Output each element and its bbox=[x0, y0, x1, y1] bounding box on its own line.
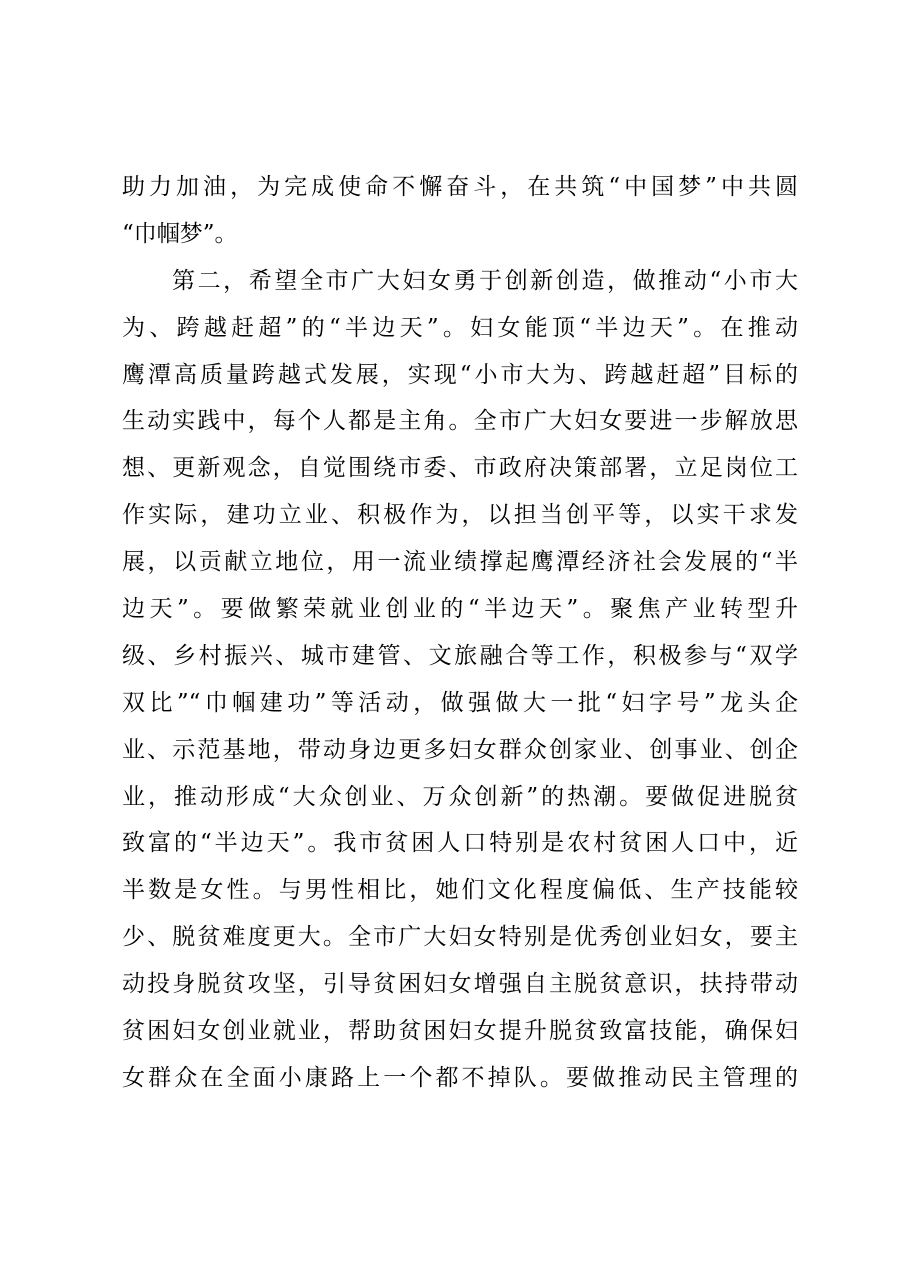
text-line: 半数是女性。与男性相比，她们文化程度偏低、生产技能较 bbox=[122, 877, 798, 904]
text-line: 双比”“巾帼建功”等活动，做强做大一批“妇字号”龙头企 bbox=[122, 689, 798, 716]
text-line: 助力加油，为完成使命不懈奋斗，在共筑“中国梦”中共圆 bbox=[122, 174, 798, 200]
text-line: 作实际，建功立业、积极作为，以担当创平等，以实干求发 bbox=[122, 502, 798, 529]
text-line: “巾帼梦”。 bbox=[122, 220, 238, 247]
text-line: 展，以贡献立地位，用一流业绩撑起鹰潭经济社会发展的“半 bbox=[122, 549, 798, 576]
text-line: 鹰潭高质量跨越式发展，实现“小市大为、跨越赶超”目标的 bbox=[122, 361, 798, 388]
text-line: 边天”。要做繁荣就业创业的“半边天”。聚焦产业转型升 bbox=[122, 596, 798, 623]
paragraph-first-line: 第二，希望全市广大妇女勇于创新创造，做推动“小市大 bbox=[172, 267, 798, 294]
text-line: 业，推动形成“大众创业、万众创新”的热潮。要做促进脱贫 bbox=[122, 783, 798, 810]
text-line: 为、跨越赶超”的“半边天”。妇女能顶“半边天”。在推动 bbox=[122, 314, 798, 341]
text-line: 女群众在全面小康路上一个都不掉队。要做推动民主管理的 bbox=[122, 1064, 798, 1091]
text-line: 业、示范基地，带动身边更多妇女群众创家业、创事业、创企 bbox=[122, 736, 798, 763]
text-line: 动投身脱贫攻坚，引导贫困妇女增强自主脱贫意识，扶持带动 bbox=[122, 971, 798, 998]
text-line: 生动实践中，每个人都是主角。全市广大妇女要进一步解放思 bbox=[122, 408, 798, 435]
text-line: 贫困妇女创业就业，帮助贫困妇女提升脱贫致富技能，确保妇 bbox=[122, 1018, 798, 1045]
text-line: 致富的“半边天”。我市贫困人口特别是农村贫困人口中，近 bbox=[122, 830, 798, 857]
text-line: 少、脱贫难度更大。全市广大妇女特别是优秀创业妇女，要主 bbox=[122, 924, 798, 951]
text-line: 级、乡村振兴、城市建管、文旅融合等工作，积极参与“双学 bbox=[122, 642, 798, 669]
body-text bbox=[122, 164, 798, 1102]
text-line: 想、更新观念，自觉围绕市委、市政府决策部署，立足岗位工 bbox=[122, 455, 798, 482]
